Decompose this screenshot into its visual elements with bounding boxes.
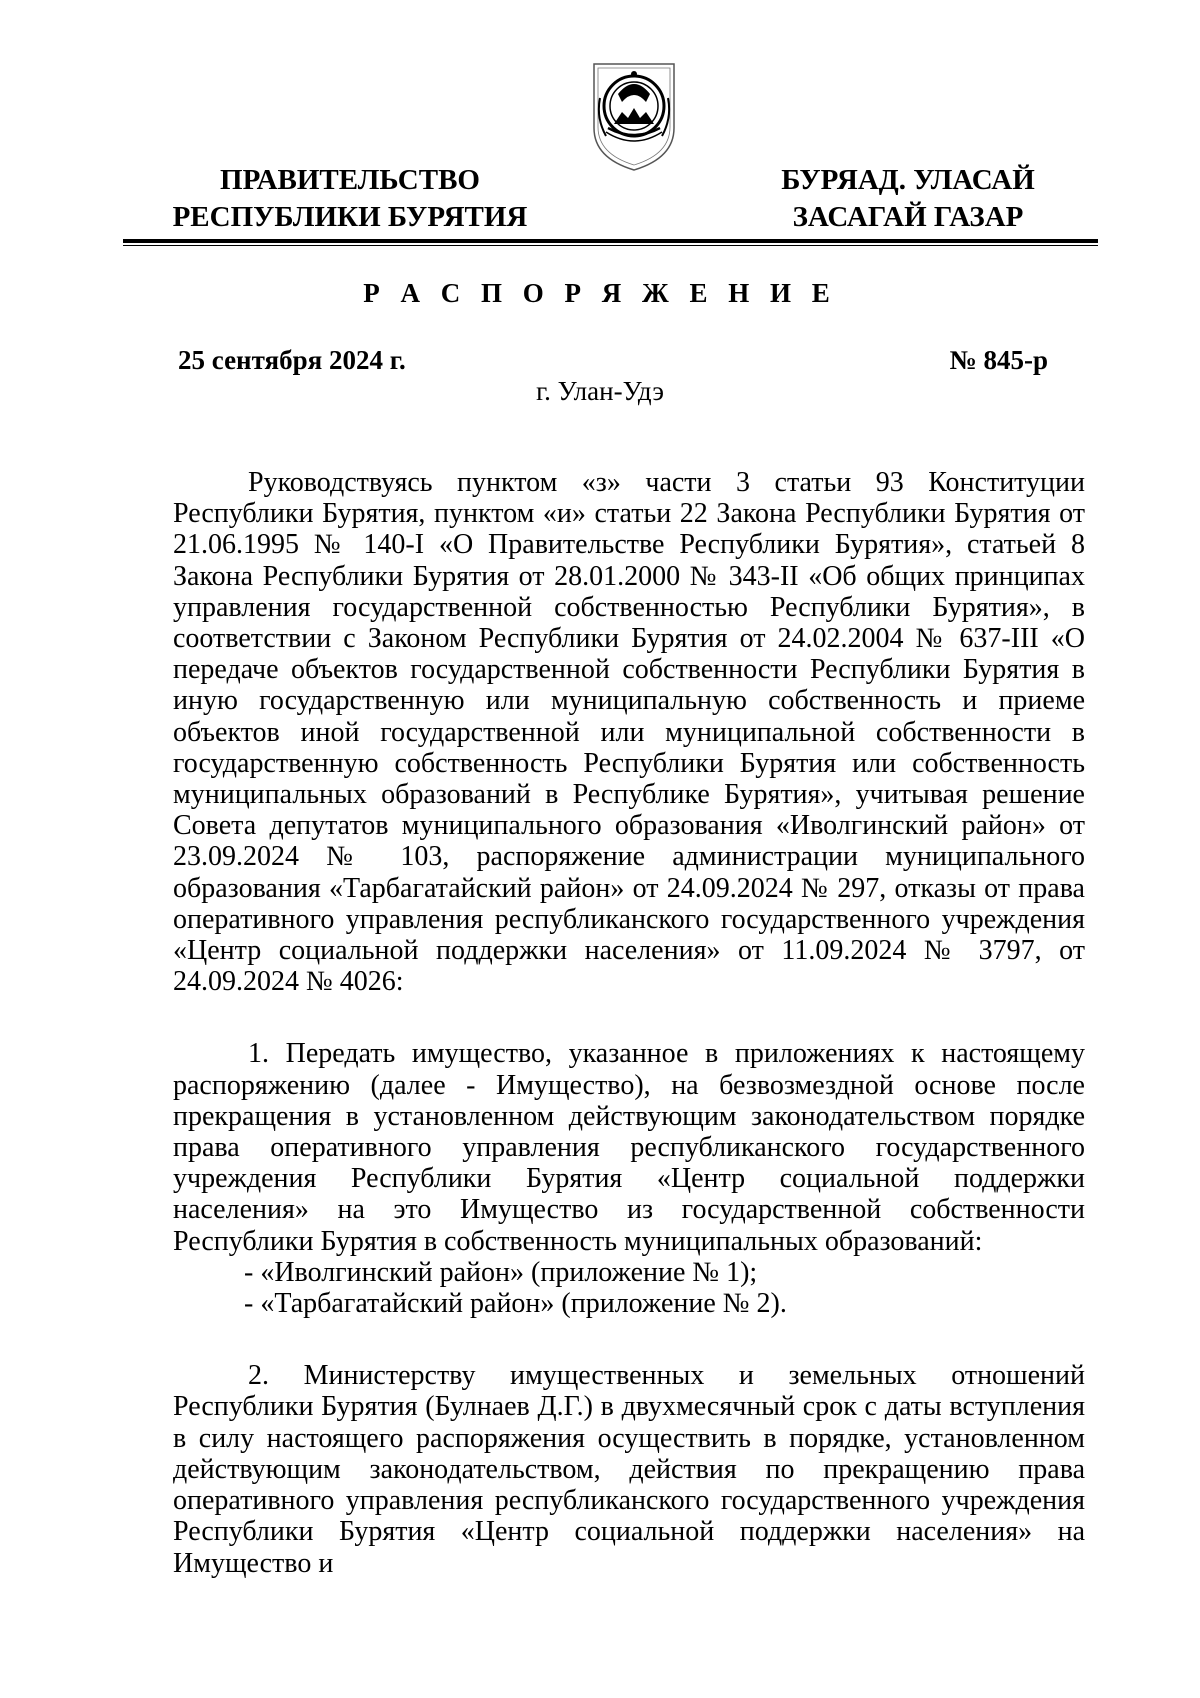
- document-body: [173, 467, 1085, 1579]
- document-date: 25 сентября 2024 г.: [178, 345, 406, 375]
- header-divider-thin: [123, 245, 1098, 246]
- org-line: РЕСПУБЛИКИ БУРЯТИЯ: [172, 201, 528, 233]
- coat-of-arms-icon: [588, 58, 680, 174]
- item-1-paragraph: 1. Передать имущество, указанное в приложениях к настоящему распоряжению (далее - Имущество), на безвозмездной основе после прекращения в установленном действующим законодательством порядке права оперативного управления республиканского государственного учреждения Республики Бурятия «Центр социальной поддержки населения» на это Имущество из государственной собственности Республики Бурятия в собственность муниципальных образований:: [173, 1038, 1085, 1257]
- document-number: № 845-р: [949, 345, 1048, 375]
- document-title: Р А С П О Р Я Ж Е Н И Е: [363, 278, 837, 308]
- org-line: ЗАСАГАЙ ГАЗАР: [792, 201, 1024, 233]
- document-city: г. Улан-Удэ: [536, 376, 664, 406]
- org-line: БУРЯАД. УЛАСАЙ: [781, 164, 1035, 196]
- list-item: - «Тарбагатайский район» (приложение № 2).: [244, 1288, 787, 1320]
- list-item: - «Иволгинский район» (приложение № 1);: [244, 1256, 758, 1288]
- government-name-russian: [150, 162, 550, 236]
- item-2-paragraph: 2. Министерству имущественных и земельных отношений Республики Бурятия (Булнаев Д.Г.) в двухмесячный срок с даты вступления в силу настоящего распоряжения осуществить в порядке, установленном действующим законодательством, действия по прекращению права оперативного управления республиканского государственного учреждения Республики Бурятия «Центр социальной поддержки населения» на Имущество и: [173, 1360, 1085, 1579]
- org-line: ПРАВИТЕЛЬСТВО: [220, 164, 480, 196]
- preamble-paragraph: Руководствуясь пунктом «з» части 3 статьи 93 Конституции Республики Бурятия, пунктом «и» статьи 22 Закона Республики Бурятия от 21.06.1995 № 140-I «О Правительстве Республики Бурятия», статьей 8 Закона Республики Бурятия от 28.01.2000 № 343-II «Об общих принципах управления государственной собственностью Республики Бурятия», в соответствии с Законом Республики Бурятия от 24.02.2004 № 637-III «О передаче объектов государственной собственности Республики Бурятия в иную государственную или муниципальную собственность и приеме объектов иной государственной или муниципальной собственности в государственную собственность Республики Бурятия или собственность муниципальных образований в Республике Бурятия», учитывая решение Совета депутатов муниципального образования «Иволгинский район» от 23.09.2024 № 103, распоряжение администрации муниципального образования «Тарбагатайский район» от 24.09.2024 № 297, отказы от права оперативного управления республиканского государственного учреждения «Центр социальной поддержки населения» от 11.09.2024 № 3797, от 24.09.2024 № 4026:: [173, 467, 1085, 998]
- government-name-buryat: [738, 162, 1078, 236]
- header-divider: [123, 239, 1098, 243]
